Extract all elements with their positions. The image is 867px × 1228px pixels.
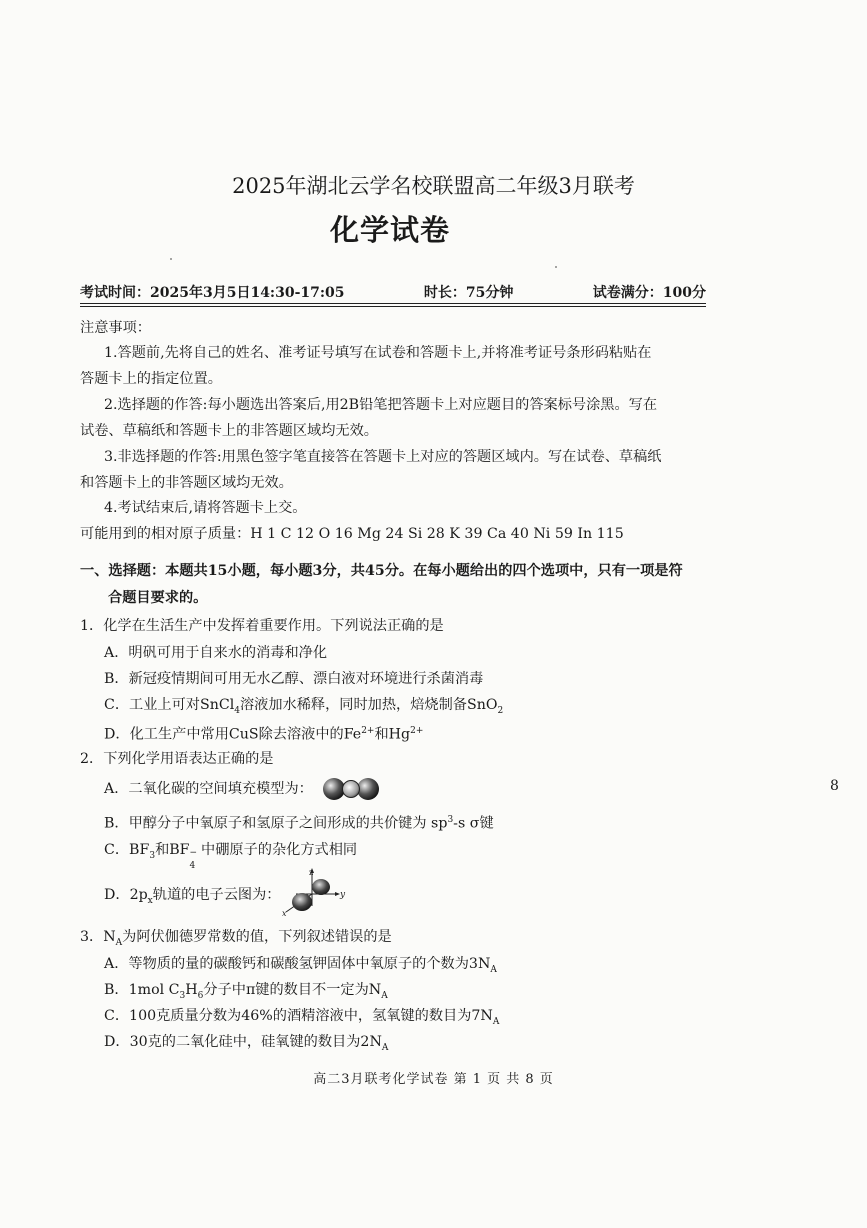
scan-speck [170, 258, 172, 260]
notice-item-1: 1.答题前,先将自己的姓名、准考证号填写在试卷和答题卡上,并将准考证号条形码粘贴在 [104, 345, 652, 361]
q1-option-d: D．化工生产中常用CuS除去溶液中的$Fe^{2+}$和$Hg^{2+}$ [104, 726, 424, 743]
page-footer: 高二3月联考化学试卷 第 1 页 共 8 页 [313, 1072, 554, 1087]
side-page-mark: 8 [830, 778, 839, 794]
atomic-mass-line: 可能用到的相对原子质量：H 1 C 12 O 16 Mg 24 Si 28 K 39 Ca 40 Ni 59 In 115 [80, 526, 624, 542]
notice-heading: 注意事项： [80, 320, 151, 336]
q3-stem: 3．$N_A$为阿伏伽德罗常数的值，下列叙述错误的是 [80, 929, 392, 948]
q1-option-c: C．工业上可对SnCl$_4$溶液加水稀释，同时加热，焙烧制备SnO$_2$ [104, 697, 504, 716]
svg-text:x: x [282, 909, 287, 918]
notice-item-2: 2.选择题的作答:每小题选出答案后,用2B铅笔把答题卡上对应题目的答案标号涂黑。写在 [104, 397, 658, 413]
section-1-heading: 一、选择题：本题共15小题，每小题3分，共45分。在每小题给出的四个选项中，只有一项是符 [80, 563, 683, 579]
subject-title: 化学试卷 [329, 213, 450, 247]
header-rule-thin [80, 306, 706, 307]
q2-option-b: B．甲醇分子中氧原子和氢原子之间形成的共价键为 $sp^3-s$ σ键 [104, 815, 494, 832]
header-rule [80, 303, 706, 304]
q1-option-b: B．新冠疫情期间可用无水乙醇、漂白液对环境进行杀菌消毒 [104, 671, 484, 687]
q1-stem: 1．化学在生活生产中发挥着重要作用。下列说法正确的是 [80, 618, 444, 634]
notice-item-3-cont: 和答题卡上的非答题区域均无效。 [80, 475, 293, 491]
notice-item-1-cont: 答题卡上的指定位置。 [80, 371, 222, 387]
q2-option-c: C．$BF_3$和BF − 4 中硼原子的杂化方式相同 [104, 842, 358, 871]
exam-duration: 时长：75分钟 [423, 285, 514, 301]
exam-time: 考试时间：2025年3月5日14:30-17:05 [80, 285, 345, 301]
section-1-heading-cont: 合题目要求的。 [108, 590, 208, 606]
notice-item-3: 3.非选择题的作答:用黑色签字笔直接答在答题卡上对应的答题区域内。写在试卷、草稿纸 [104, 449, 662, 465]
q1-option-a: A．明矾可用于自来水的消毒和净化 [104, 645, 328, 661]
notice-item-2-cont: 试卷、草稿纸和答题卡上的非答题区域均无效。 [80, 423, 378, 439]
q3-option-a: A．等物质的量的碳酸钙和碳酸氢钾固体中氧原子的个数为$3N_A$ [104, 956, 497, 975]
q3-option-c: C．100克质量分数为46%的酒精溶液中，氢氧键的数目为$7N_A$ [104, 1008, 500, 1027]
q2-option-a: A．二氧化碳的空间填充模型为： [104, 781, 313, 797]
2px-orbital-electron-cloud-icon [276, 866, 346, 918]
q2-option-d: D．$2p_x$轨道的电子云图为： [104, 887, 281, 906]
full-score: 试卷满分：100分 [592, 285, 706, 301]
notice-item-4: 4.考试结束后,请将答题卡上交。 [104, 500, 307, 516]
q2-stem: 2．下列化学用语表达正确的是 [80, 751, 274, 767]
exam-info-bar [80, 282, 706, 302]
exam-title: 2025年湖北云学名校联盟高二年级3月联考 [232, 174, 635, 198]
svg-text:y: y [340, 890, 346, 900]
q3-option-b: B．1mol $C_3H_6$分子中π键的数目不一定为$N_A$ [104, 982, 388, 1001]
q3-option-d: D．30克的二氧化硅中，硅氧键的数目为$2N_A$ [104, 1034, 389, 1053]
co2-space-filling-model-icon [322, 776, 380, 802]
scan-speck [555, 266, 557, 268]
svg-text:z: z [309, 868, 314, 877]
